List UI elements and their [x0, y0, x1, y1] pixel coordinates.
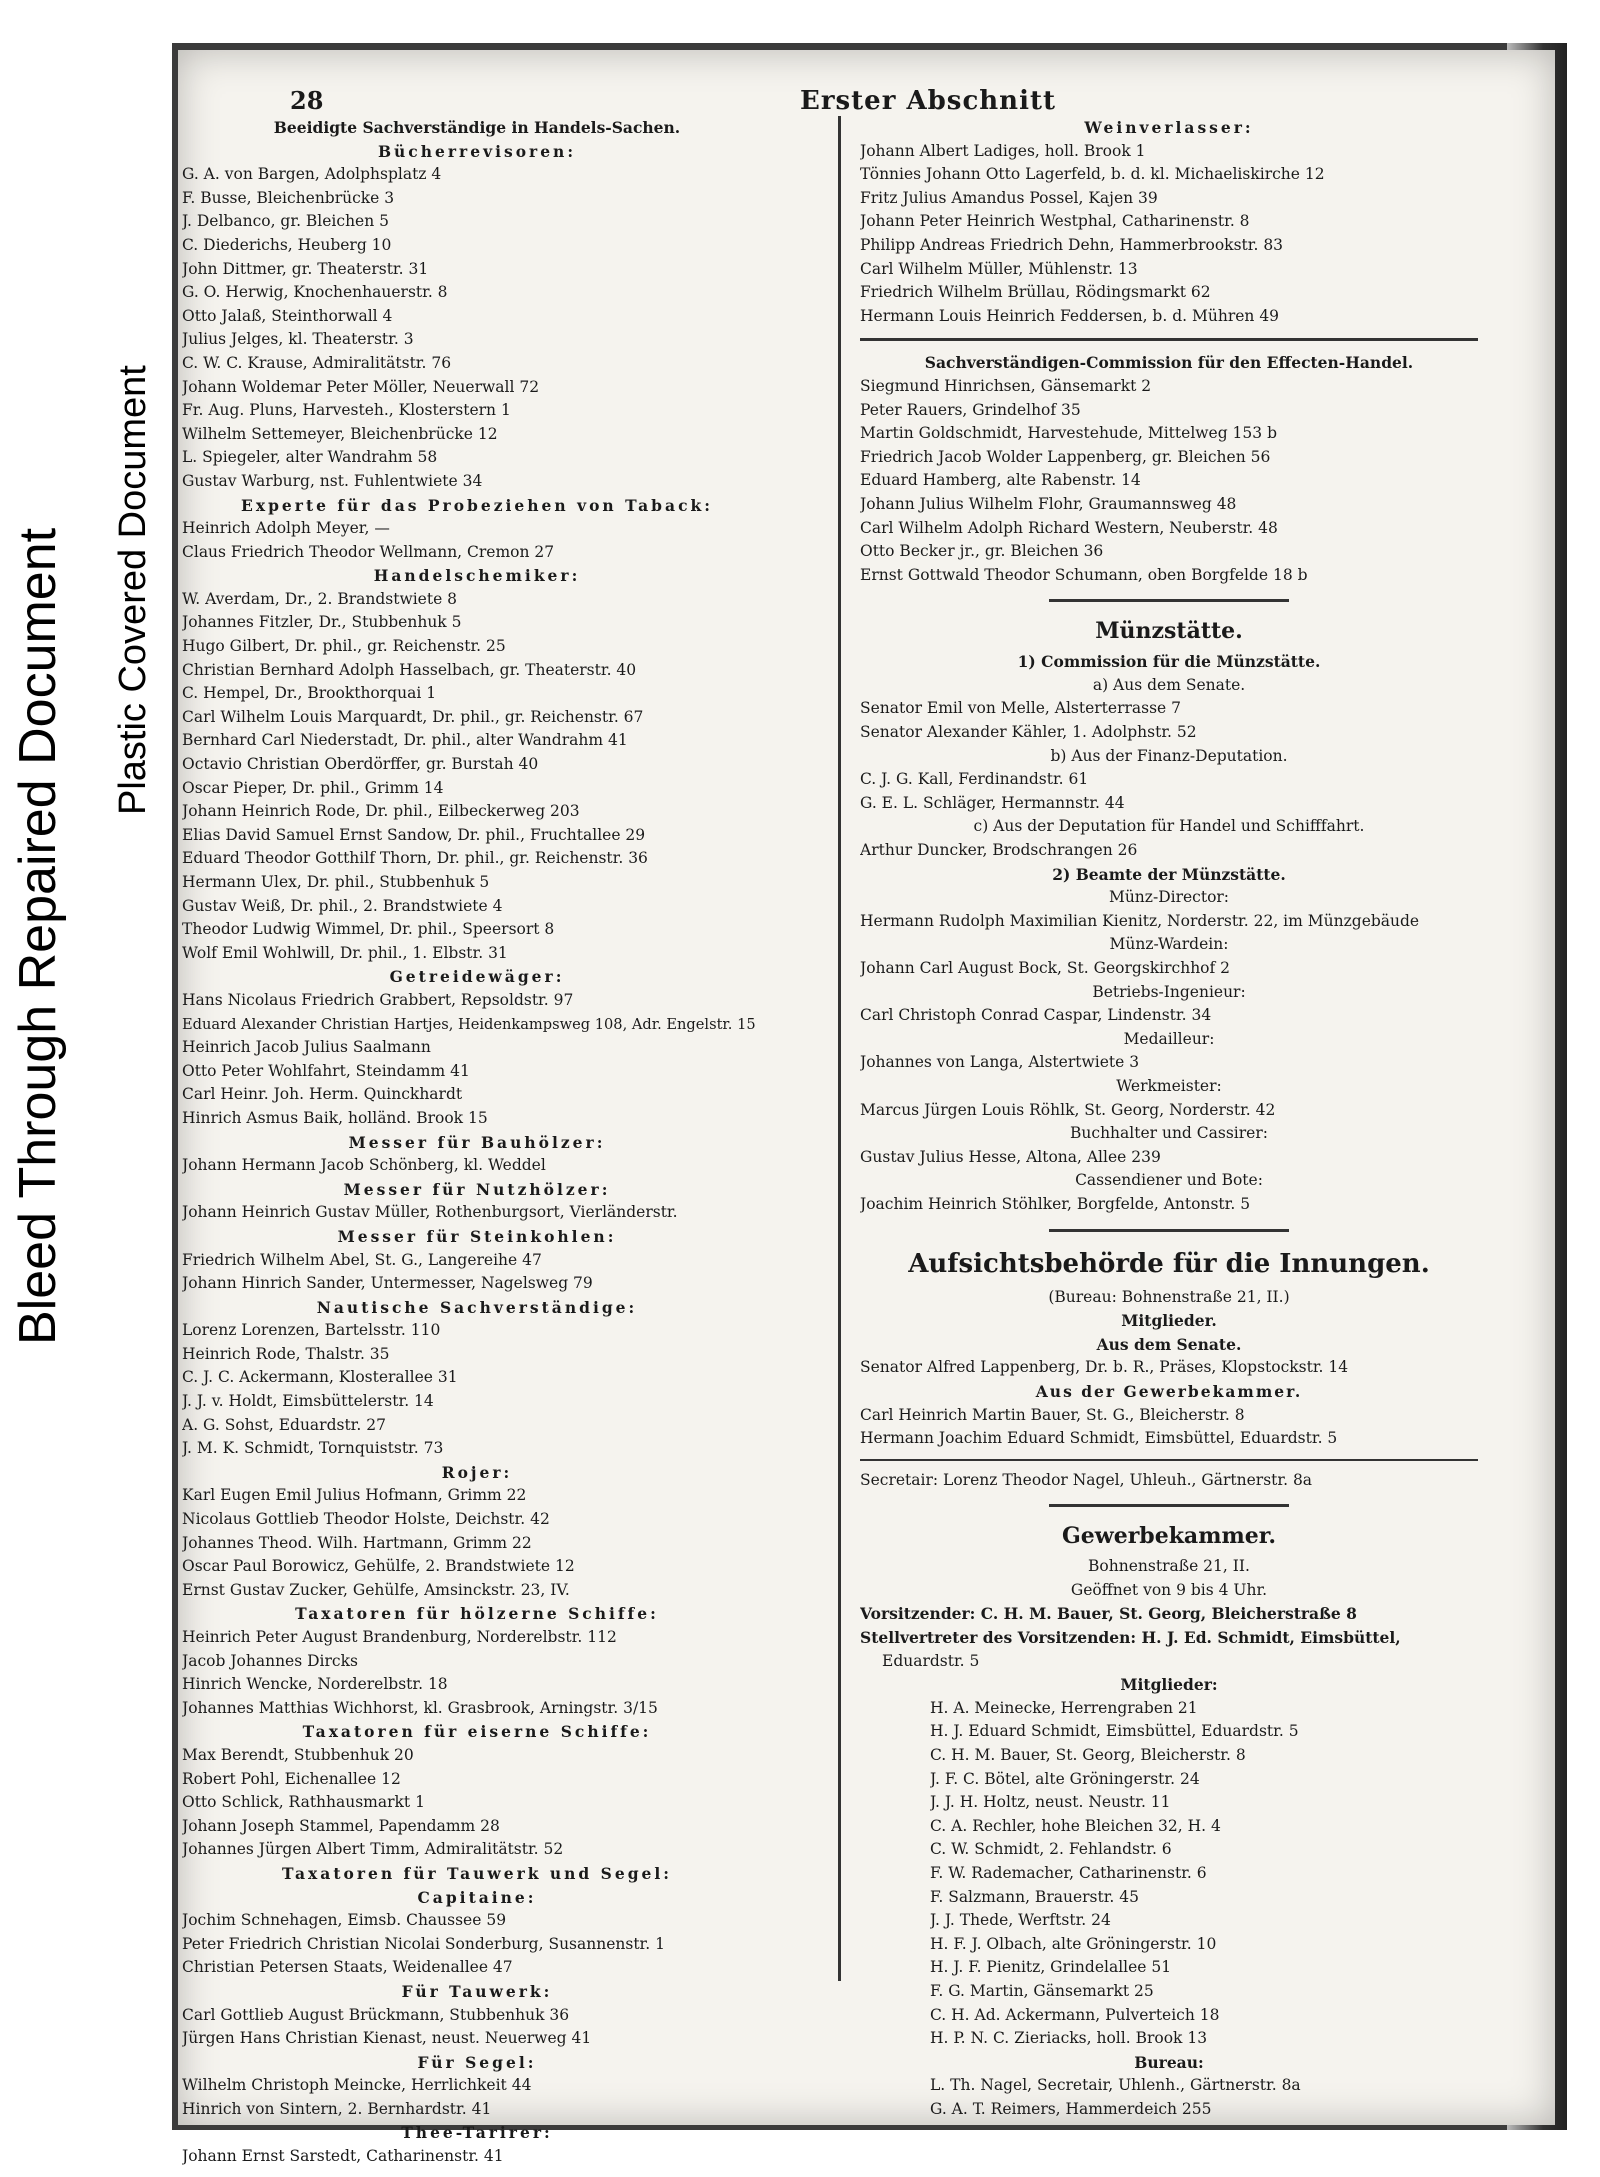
- list-item: Johannes Matthias Wichhorst, kl. Grasbrook, Arningstr. 3/15: [182, 1698, 658, 1717]
- list-item: Heinrich Peter August Brandenburg, Norderelbstr. 112: [182, 1628, 617, 1646]
- list-item: Max Berendt, Stubbenhuk 20: [182, 1745, 414, 1764]
- list-item: Carl Heinrich Martin Bauer, St. G., Bleicherstr. 8: [860, 1405, 1245, 1424]
- secretair: Secretair: Lorenz Theodor Nagel, Uhleuh., Gärtnerstr. 8a: [860, 1470, 1313, 1489]
- list-getreidewaeger: [182, 989, 772, 1131]
- list-item: G. E. L. Schläger, Hermannstr. 44: [860, 793, 1125, 812]
- list-item: Gustav Weiß, Dr. phil., 2. Brandstwiete 4: [182, 896, 503, 915]
- subsection-aus-senate: a) Aus dem Senate.: [1092, 675, 1246, 694]
- subsection-bauhoelzer: Messer für Bauhölzer:: [348, 1132, 606, 1152]
- list-item: H. J. F. Pienitz, Grindelallee 51: [930, 1958, 1172, 1977]
- list-item: Philipp Andreas Friedrich Dehn, Hammerbrookstr. 83: [860, 235, 1284, 254]
- list-item: Wolf Emil Wohlwill, Dr. phil., 1. Elbstr. 31: [182, 943, 508, 962]
- list-item: Johann Woldemar Peter Möller, Neuerwall 72: [182, 377, 540, 396]
- list-item: C. H. Ad. Ackermann, Pulverteich 18: [930, 2005, 1220, 2024]
- list-item: Carl Wilhelm Müller, Mühlenstr. 13: [860, 259, 1138, 278]
- gewerbekammer-hours: Geöffnet von 9 bis 4 Uhr.: [1070, 1580, 1268, 1599]
- heading-gewerbekammer: Gewerbekammer.: [1062, 1523, 1276, 1550]
- list-buecherrevisoren: [182, 163, 772, 493]
- list-item: Johann Hinrich Sander, Untermesser, Nagelsweg 79: [182, 1274, 593, 1293]
- list-item: Joachim Heinrich Stöhlker, Borgfelde, Antonstr. 5: [860, 1194, 1251, 1213]
- list-item: Friedrich Wilhelm Brüllau, Rödingsmarkt 62: [860, 283, 1211, 302]
- list-item: Ernst Gottwald Theodor Schumann, oben Borgfelde 18 b: [860, 565, 1308, 584]
- subsection-finanz-deputation: b) Aus der Finanz-Deputation.: [1050, 746, 1288, 765]
- subsection-capitaine: Capitaine:: [417, 1887, 537, 1907]
- list-item: Tönnies Johann Otto Lagerfeld, b. d. kl. Michaeliskirche 12: [860, 165, 1325, 184]
- list-item: F. W. Rademacher, Catharinenstr. 6: [930, 1864, 1207, 1882]
- subsection-effecten: Sachverständigen-Commission für den Effecten-Handel.: [924, 353, 1414, 373]
- subsection-hoelzerne-schiffe: Taxatoren für hölzerne Schiffe:: [295, 1604, 659, 1624]
- list-item: Fr. Aug. Pluns, Harvesteh., Klosterstern 1: [182, 401, 511, 420]
- list-item: Senator Alfred Lappenberg, Dr. b. R., Präses, Klopstockstr. 14: [860, 1358, 1349, 1377]
- list-item: F. Busse, Bleichenbrücke 3: [182, 188, 395, 207]
- subsection-deputation-handel: c) Aus der Deputation für Handel und Schifffahrt.: [973, 817, 1365, 836]
- list-item: Gustav Julius Hesse, Altona, Allee 239: [860, 1147, 1161, 1166]
- list-item: Hermann Ulex, Dr. phil., Stubbenhuk 5: [182, 873, 490, 891]
- list-item: C. Diederichs, Heuberg 10: [182, 235, 392, 254]
- list-item: Theodor Ludwig Wimmel, Dr. phil., Speersort 8: [182, 920, 555, 939]
- list-item: C. J. C. Ackermann, Klosterallee 31: [182, 1368, 458, 1387]
- list-item: Johannes Jürgen Albert Timm, Admiralitätstr. 52: [182, 1840, 564, 1859]
- label-betriebs-ingenieur: Betriebs-Ingenieur:: [1092, 982, 1246, 1001]
- list-item: Karl Eugen Emil Julius Hofmann, Grimm 22: [182, 1486, 527, 1505]
- subsection-thee-tarirer: Thee-Tarirer:: [401, 2123, 553, 2143]
- list-item: Johann Heinrich Gustav Müller, Rothenburgsort, Vierländerstr.: [182, 1203, 678, 1222]
- list-item: G. O. Herwig, Knochenhauerstr. 8: [182, 283, 448, 302]
- section-rule: [1049, 1229, 1289, 1232]
- subsection-tabak: Experte für das Probeziehen von Taback:: [241, 495, 713, 515]
- list-item: L. Th. Nagel, Secretair, Uhlenh., Gärtnerstr. 8a: [930, 2076, 1301, 2095]
- heading-aufsichtsbehoerde: Aufsichtsbehörde für die Innungen.: [908, 1248, 1430, 1279]
- list-item: Siegmund Hinrichsen, Gänsemarkt 2: [860, 376, 1152, 395]
- list-item: Julius Jelges, kl. Theaterstr. 3: [182, 330, 414, 349]
- subsection-gk-mitglieder: Mitglieder:: [1120, 1675, 1218, 1695]
- gewerbekammer-vorsitzender: Vorsitzender: C. H. M. Bauer, St. Georg, Bleicherstraße 8: [860, 1604, 1357, 1624]
- section-rule: [860, 1459, 1478, 1461]
- list-item: Heinrich Adolph Meyer, —: [182, 519, 390, 538]
- list-item: Johann Heinrich Rode, Dr. phil., Eilbeckerweg 203: [182, 802, 580, 821]
- list-item: Hermann Rudolph Maximilian Kienitz, Norderstr. 22, im Münzgebäude: [860, 911, 1420, 930]
- list-weinverlasser: [860, 140, 1478, 329]
- list-eiserne-schiffe: [182, 1744, 772, 1862]
- list-item: C. A. Rechler, hohe Bleichen 32, H. 4: [930, 1816, 1221, 1835]
- list-item: L. Spiegeler, alter Wandrahm 58: [182, 448, 438, 467]
- subsection-handelschemiker: Handelschemiker:: [373, 566, 581, 586]
- page-number: 28: [290, 86, 324, 115]
- list-item: J. M. K. Schmidt, Tornquiststr. 73: [182, 1439, 444, 1458]
- list-item: Johann Albert Ladiges, holl. Brook 1: [860, 141, 1146, 160]
- label-bleed-through-repaired: Bleed Through Repaired Document: [9, 527, 67, 1345]
- subsection-buecherrevisoren: Bücherrevisoren:: [377, 141, 577, 161]
- list-item: W. Averdam, Dr., 2. Brandstwiete 8: [182, 589, 458, 608]
- list-item: Ernst Gustav Zucker, Gehülfe, Amsinckstr. 23, IV.: [182, 1580, 570, 1599]
- heading-muenzstaette: Münzstätte.: [1095, 618, 1243, 645]
- list-item: Johann Carl August Bock, St. Georgskirchhof 2: [860, 959, 1231, 977]
- list-item: C. H. M. Bauer, St. Georg, Bleicherstr. 8: [930, 1746, 1246, 1765]
- subsection-mitglieder: Mitglieder.: [1121, 1311, 1217, 1331]
- aufsicht-bureau: (Bureau: Bohnenstraße 21, II.): [1048, 1287, 1290, 1306]
- section-rule: [860, 338, 1478, 341]
- list-item: Hermann Joachim Eduard Schmidt, Eimsbüttel, Eduardstr. 5: [860, 1429, 1338, 1448]
- list-item: C. W. Schmidt, 2. Fehlandstr. 6: [930, 1840, 1172, 1859]
- list-item: G. A. T. Reimers, Hammerdeich 255: [930, 2099, 1212, 2118]
- list-item: Johann Julius Wilhelm Flohr, Graumannsweg 48: [860, 494, 1237, 513]
- list-item: Otto Becker jr., gr. Bleichen 36: [860, 542, 1104, 561]
- side-labels: [0, 0, 172, 2177]
- label-werkmeister: Werkmeister:: [1116, 1076, 1222, 1095]
- gewerbekammer-stellvertreter-cont: Eduardstr. 5: [882, 1651, 980, 1670]
- subsection-commission: 1) Commission für die Münzstätte.: [1017, 652, 1321, 672]
- list-item: Johannes Theod. Wilh. Hartmann, Grimm 22: [182, 1533, 532, 1552]
- list-item: Hermann Louis Heinrich Feddersen, b. d. Mühren 49: [860, 306, 1280, 325]
- list-item: A. G. Sohst, Eduardstr. 27: [182, 1415, 386, 1434]
- list-item: Carl Christoph Conrad Caspar, Lindenstr. 34: [860, 1006, 1212, 1025]
- list-item: Eduard Hamberg, alte Rabenstr. 14: [860, 471, 1141, 490]
- list-rojer: [182, 1484, 772, 1602]
- subsection-rojer: Rojer:: [441, 1462, 513, 1482]
- label-cassendiener: Cassendiener und Bote:: [1075, 1171, 1263, 1190]
- list-item: H. J. Eduard Schmidt, Eimsbüttel, Eduardstr. 5: [930, 1722, 1299, 1741]
- list-item: Eduard Theodor Gotthilf Thorn, Dr. phil., gr. Reichenstr. 36: [182, 849, 648, 868]
- list-item: Jacob Johannes Dircks: [182, 1651, 358, 1670]
- list-item: J. J. v. Holdt, Eimsbüttelerstr. 14: [182, 1392, 434, 1411]
- list-item: H. F. J. Olbach, alte Gröningerstr. 10: [930, 1934, 1217, 1953]
- list-item: Otto Jalaß, Steinthorwall 4: [182, 306, 393, 325]
- section-heading: Beeidigte Sachverständige in Handels-Sachen.: [273, 118, 681, 137]
- label-muenz-director: Münz-Director:: [1108, 888, 1230, 907]
- list-item: Claus Friedrich Theodor Wellmann, Cremon 27: [182, 542, 555, 561]
- list-hoelzerne-schiffe: [182, 1626, 772, 1720]
- subsection-fuer-tauwerk: Für Tauwerk:: [401, 1981, 553, 2001]
- list-item: Oscar Pieper, Dr. phil., Grimm 14: [182, 778, 444, 797]
- list-item: Otto Peter Wohlfahrt, Steindamm 41: [182, 1061, 470, 1080]
- list-item: Heinrich Rode, Thalstr. 35: [182, 1344, 390, 1363]
- gewerbekammer-stellvertreter: Stellvertreter des Vorsitzenden: H. J. Ed. Schmidt, Eimsbüttel,: [860, 1628, 1401, 1648]
- list-item: F. Salzmann, Brauerstr. 45: [930, 1887, 1140, 1906]
- list-item: Hans Nicolaus Friedrich Grabbert, Repsoldstr. 97: [182, 990, 574, 1009]
- subsection-fuer-segel: Für Segel:: [417, 2052, 537, 2072]
- left-column: [182, 116, 772, 2169]
- subsection-aus-gewerbekammer: Aus der Gewerbekammer.: [1035, 1381, 1303, 1401]
- list-item: Christian Bernhard Adolph Hasselbach, gr. Theaterstr. 40: [182, 660, 637, 679]
- list-item: H. P. N. C. Zieriacks, holl. Brook 13: [930, 2029, 1208, 2048]
- list-item: Johann Joseph Stammel, Papendamm 28: [182, 1816, 500, 1835]
- list-item: Peter Rauers, Grindelhof 35: [860, 400, 1081, 419]
- subsection-getreidewaeger: Getreidewäger:: [389, 967, 565, 987]
- list-item: Carl Gottlieb August Brückmann, Stubbenhuk 36: [182, 2005, 570, 2024]
- list-item: Carl Heinr. Joh. Herm. Quinckhardt: [182, 1085, 463, 1104]
- label-medailleur: Medailleur:: [1123, 1029, 1215, 1048]
- list-item: C. W. C. Krause, Admiralitätstr. 76: [182, 353, 452, 372]
- subsection-weinverlasser: Weinverlasser:: [1084, 118, 1254, 137]
- list-item: Heinrich Jacob Julius Saalmann: [182, 1038, 431, 1057]
- list-item: J. J. H. Holtz, neust. Neustr. 11: [930, 1793, 1171, 1812]
- list-item: Johannes Fitzler, Dr., Stubbenhuk 5: [182, 613, 462, 632]
- section-rule: [1049, 1504, 1289, 1507]
- list-item: Friedrich Jacob Wolder Lappenberg, gr. Bleichen 56: [860, 447, 1271, 466]
- document-page: [178, 50, 1555, 2166]
- list-item: Marcus Jürgen Louis Röhlk, St. Georg, Norderstr. 42: [860, 1100, 1276, 1119]
- list-item: Fritz Julius Amandus Possel, Kajen 39: [860, 188, 1158, 207]
- list-item: H. A. Meinecke, Herrengraben 21: [930, 1698, 1198, 1717]
- list-gk-bureau: [860, 2074, 1478, 2121]
- list-item: Carl Wilhelm Louis Marquardt, Dr. phil., gr. Reichenstr. 67: [182, 707, 644, 726]
- right-column: [860, 116, 1478, 2122]
- list-item: Martin Goldschmidt, Harvestehude, Mittelweg 153 b: [860, 424, 1277, 443]
- list-item: Senator Emil von Melle, Alsterterrasse 7: [860, 699, 1181, 718]
- list-item: Wilhelm Christoph Meincke, Herrlichkeit 44: [182, 2076, 532, 2095]
- list-item: Octavio Christian Oberdörffer, gr. Burstah 40: [182, 755, 539, 774]
- list-item: Bernhard Carl Niederstadt, Dr. phil., alter Wandrahm 41: [182, 731, 628, 750]
- list-item: Johann Peter Heinrich Westphal, Catharinenstr. 8: [860, 212, 1250, 231]
- list-item: J. F. C. Bötel, alte Gröningerstr. 24: [930, 1769, 1200, 1788]
- list-item: Johannes von Langa, Alstertwiete 3: [860, 1053, 1140, 1072]
- list-item: Johann Ernst Sarstedt, Catharinenstr. 41: [182, 2147, 504, 2166]
- list-item: Hinrich Wencke, Norderelbstr. 18: [182, 1675, 448, 1694]
- list-item: Hugo Gilbert, Dr. phil., gr. Reichenstr. 25: [182, 637, 506, 656]
- column-divider: [838, 116, 841, 1981]
- subsection-eiserne-schiffe: Taxatoren für eiserne Schiffe:: [302, 1722, 652, 1742]
- list-item: C. J. G. Kall, Ferdinandstr. 61: [860, 770, 1089, 789]
- list-item: Gustav Warburg, nst. Fuhlentwiete 34: [182, 471, 483, 490]
- list-item: Wilhelm Settemeyer, Bleichenbrücke 12: [182, 424, 498, 443]
- list-item: Otto Schlick, Rathhausmarkt 1: [182, 1793, 425, 1812]
- subsection-tauwerk-segel: Taxatoren für Tauwerk und Segel:: [281, 1863, 673, 1883]
- page-title: Erster Abschnitt: [800, 86, 1056, 116]
- list-item: Hinrich von Sintern, 2. Bernhardstr. 41: [182, 2099, 492, 2118]
- list-handelschemiker: [182, 588, 772, 966]
- subsection-nautische: Nautische Sachverständige:: [316, 1297, 638, 1317]
- list-item: Peter Friedrich Christian Nicolai Sonderburg, Susannenstr. 1: [182, 1934, 665, 1953]
- subsection-steinkohlen: Messer für Steinkohlen:: [337, 1226, 617, 1246]
- list-item: John Dittmer, gr. Theaterstr. 31: [182, 259, 429, 278]
- label-plastic-covered: Plastic Covered Document: [112, 365, 154, 815]
- list-item: G. A. von Bargen, Adolphsplatz 4: [182, 165, 442, 184]
- list-item: Jürgen Hans Christian Kienast, neust. Neuerweg 41: [182, 2029, 592, 2048]
- list-item: C. Hempel, Dr., Brookthorquai 1: [182, 684, 437, 703]
- list-item: Nicolaus Gottlieb Theodor Holste, Deichstr. 42: [182, 1510, 550, 1529]
- list-item: Arthur Duncker, Brodschrangen 26: [860, 841, 1138, 860]
- subsection-gk-bureau: Bureau:: [1134, 2052, 1204, 2072]
- list-nautische: [182, 1319, 772, 1461]
- list-item: Jochim Schnehagen, Eimsb. Chaussee 59: [182, 1911, 507, 1930]
- list-item: Johann Hermann Jacob Schönberg, kl. Weddel: [182, 1156, 546, 1175]
- list-item: Carl Wilhelm Adolph Richard Western, Neuberstr. 48: [860, 518, 1278, 537]
- subsection-beamte: 2) Beamte der Münzstätte.: [1052, 864, 1286, 884]
- section-rule: [1049, 599, 1289, 602]
- list-item: Friedrich Wilhelm Abel, St. G., Langereihe 47: [182, 1250, 542, 1269]
- list-effecten: [860, 375, 1478, 587]
- list-item: J. J. Thede, Werftstr. 24: [930, 1911, 1111, 1930]
- list-item: Christian Petersen Staats, Weidenallee 47: [182, 1958, 513, 1977]
- label-muenz-wardein: Münz-Wardein:: [1109, 935, 1229, 954]
- list-item: Robert Pohl, Eichenallee 12: [182, 1769, 401, 1788]
- list-item: Hinrich Asmus Baik, holländ. Brook 15: [182, 1108, 488, 1127]
- subsection-nutzhoelzer: Messer für Nutzhölzer:: [343, 1179, 611, 1199]
- list-item: F. G. Martin, Gänsemarkt 25: [930, 1981, 1154, 2000]
- list-item: Elias David Samuel Ernst Sandow, Dr. phil., Fruchtallee 29: [182, 825, 646, 844]
- list-item: J. Delbanco, gr. Bleichen 5: [182, 212, 390, 231]
- gewerbekammer-address: Bohnenstraße 21, II.: [1088, 1557, 1250, 1576]
- list-item: Senator Alexander Kähler, 1. Adolphstr. 52: [860, 723, 1197, 742]
- subsection-aus-dem-senate: Aus dem Senate.: [1096, 1334, 1242, 1354]
- list-item: Lorenz Lorenzen, Bartelsstr. 110: [182, 1321, 441, 1340]
- list-item: Oscar Paul Borowicz, Gehülfe, 2. Brandstwiete 12: [182, 1557, 575, 1576]
- list-item: Eduard Alexander Christian Hartjes, Heidenkampsweg 108, Adr. Engelstr. 15: [182, 1015, 756, 1033]
- list-gk-mitglieder: [860, 1697, 1478, 2051]
- label-buchhalter: Buchhalter und Cassirer:: [1070, 1124, 1268, 1143]
